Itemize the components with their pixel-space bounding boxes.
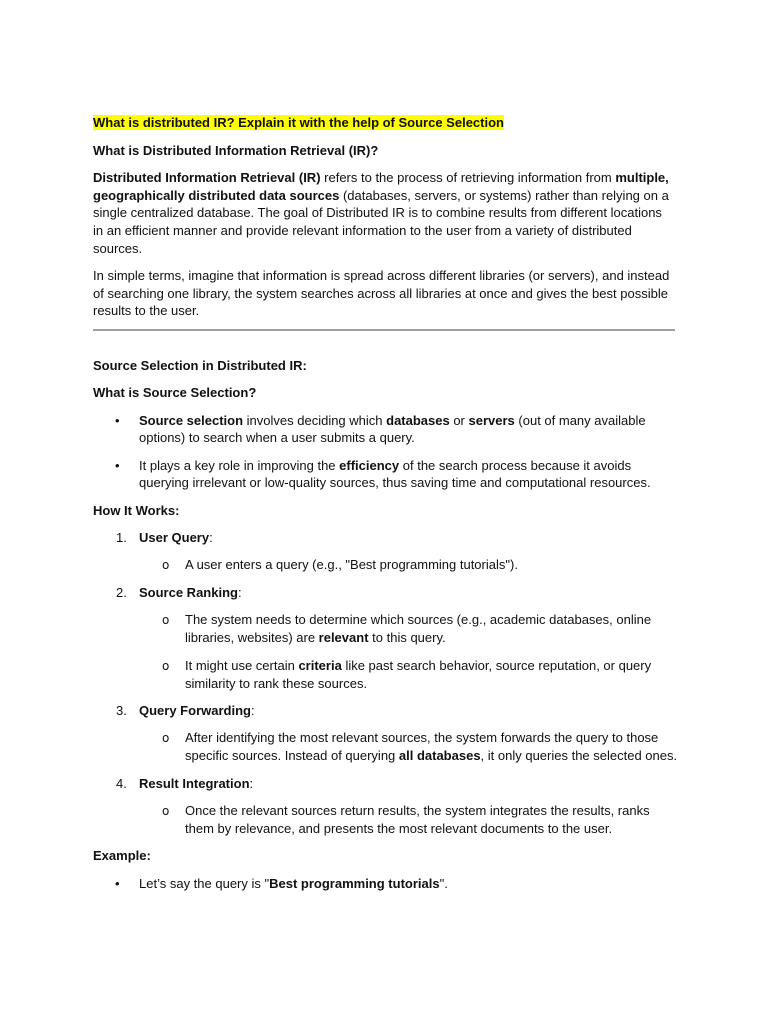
paragraph-line: geographically distributed data sources (databases, servers, or systems) rather than relying on a: [93, 188, 669, 203]
paragraph-line: Distributed Information Retrieval (IR) refers to the process of retrieving information from multiple,: [93, 170, 669, 185]
list-item: It plays a key role in improving the efficiency of the search process because it avoids: [139, 458, 632, 473]
sub-list-item: It might use certain criteria like past search behavior, source reputation, or query: [185, 658, 652, 673]
paragraph-line: of searching one library, the system searches across all libraries at once and gives the best possible: [93, 286, 668, 301]
paragraph-line: sources.: [93, 241, 143, 256]
sub-list-item: The system needs to determine which sources (e.g., academic databases, online: [185, 612, 652, 627]
sub-list-item-continued: similarity to rank these sources.: [185, 676, 368, 691]
step-number: 4.: [116, 776, 127, 791]
step-label: Source Ranking:: [139, 585, 242, 600]
sub-list-item-continued: specific sources. Instead of querying all databases, it only queries the selected ones.: [185, 748, 678, 763]
example-title: Example:: [93, 848, 151, 863]
bullet-icon: •: [115, 413, 120, 428]
sub-bullet-icon: o: [162, 613, 170, 627]
how-it-works-title: How It Works:: [93, 503, 180, 518]
horizontal-divider: [93, 329, 675, 331]
step-number: 3.: [116, 703, 127, 718]
document-heading: [93, 114, 504, 132]
paragraph-line: single centralized database. The goal of Distributed IR is to combine results from different locations: [93, 205, 662, 220]
list-item: Let’s say the query is "Best programming tutorials".: [139, 876, 448, 891]
sub-list-item: After identifying the most relevant sources, the system forwards the query to those: [185, 730, 659, 745]
sub-list-item: A user enters a query (e.g., "Best programming tutorials").: [185, 557, 518, 572]
sub-bullet-icon: o: [162, 731, 170, 745]
sub-list-item-continued: libraries, websites) are relevant to this query.: [185, 630, 446, 645]
step-label: Query Forwarding:: [139, 703, 255, 718]
sub-list-item: Once the relevant sources return results, the system integrates the results, ranks: [185, 803, 650, 818]
step-number: 1.: [116, 530, 127, 545]
subsection-title: What is Source Selection?: [93, 385, 257, 400]
sub-bullet-icon: o: [162, 659, 170, 673]
paragraph-line: results to the user.: [93, 303, 200, 318]
bullet-icon: •: [115, 458, 120, 473]
list-item-continued: options) to search when a user submits a query.: [139, 430, 415, 445]
paragraph-line: in an efficient manner and provide relevant information to the user from a variety of distributed: [93, 223, 632, 238]
section-title-source-selection: Source Selection in Distributed IR:: [93, 358, 307, 373]
highlighted-heading: What is distributed IR? Explain it with the help of Source Selection: [93, 115, 504, 130]
step-number: 2.: [116, 585, 127, 600]
list-item: Source selection involves deciding which databases or servers (out of many available: [139, 413, 646, 428]
section-title-distributed-ir: What is Distributed Information Retrieval (IR)?: [93, 143, 379, 158]
sub-bullet-icon: o: [162, 804, 170, 818]
step-label: User Query:: [139, 530, 213, 545]
list-item-continued: querying irrelevant or low-quality sources, thus saving time and computational resources.: [139, 475, 651, 490]
bullet-icon: •: [115, 876, 120, 891]
sub-list-item-continued: them by relevance, and presents the most relevant documents to the user.: [185, 821, 613, 836]
sub-bullet-icon: o: [162, 558, 170, 572]
paragraph-line: In simple terms, imagine that information is spread across different libraries (or servers), and instead: [93, 268, 670, 283]
step-label: Result Integration:: [139, 776, 254, 791]
